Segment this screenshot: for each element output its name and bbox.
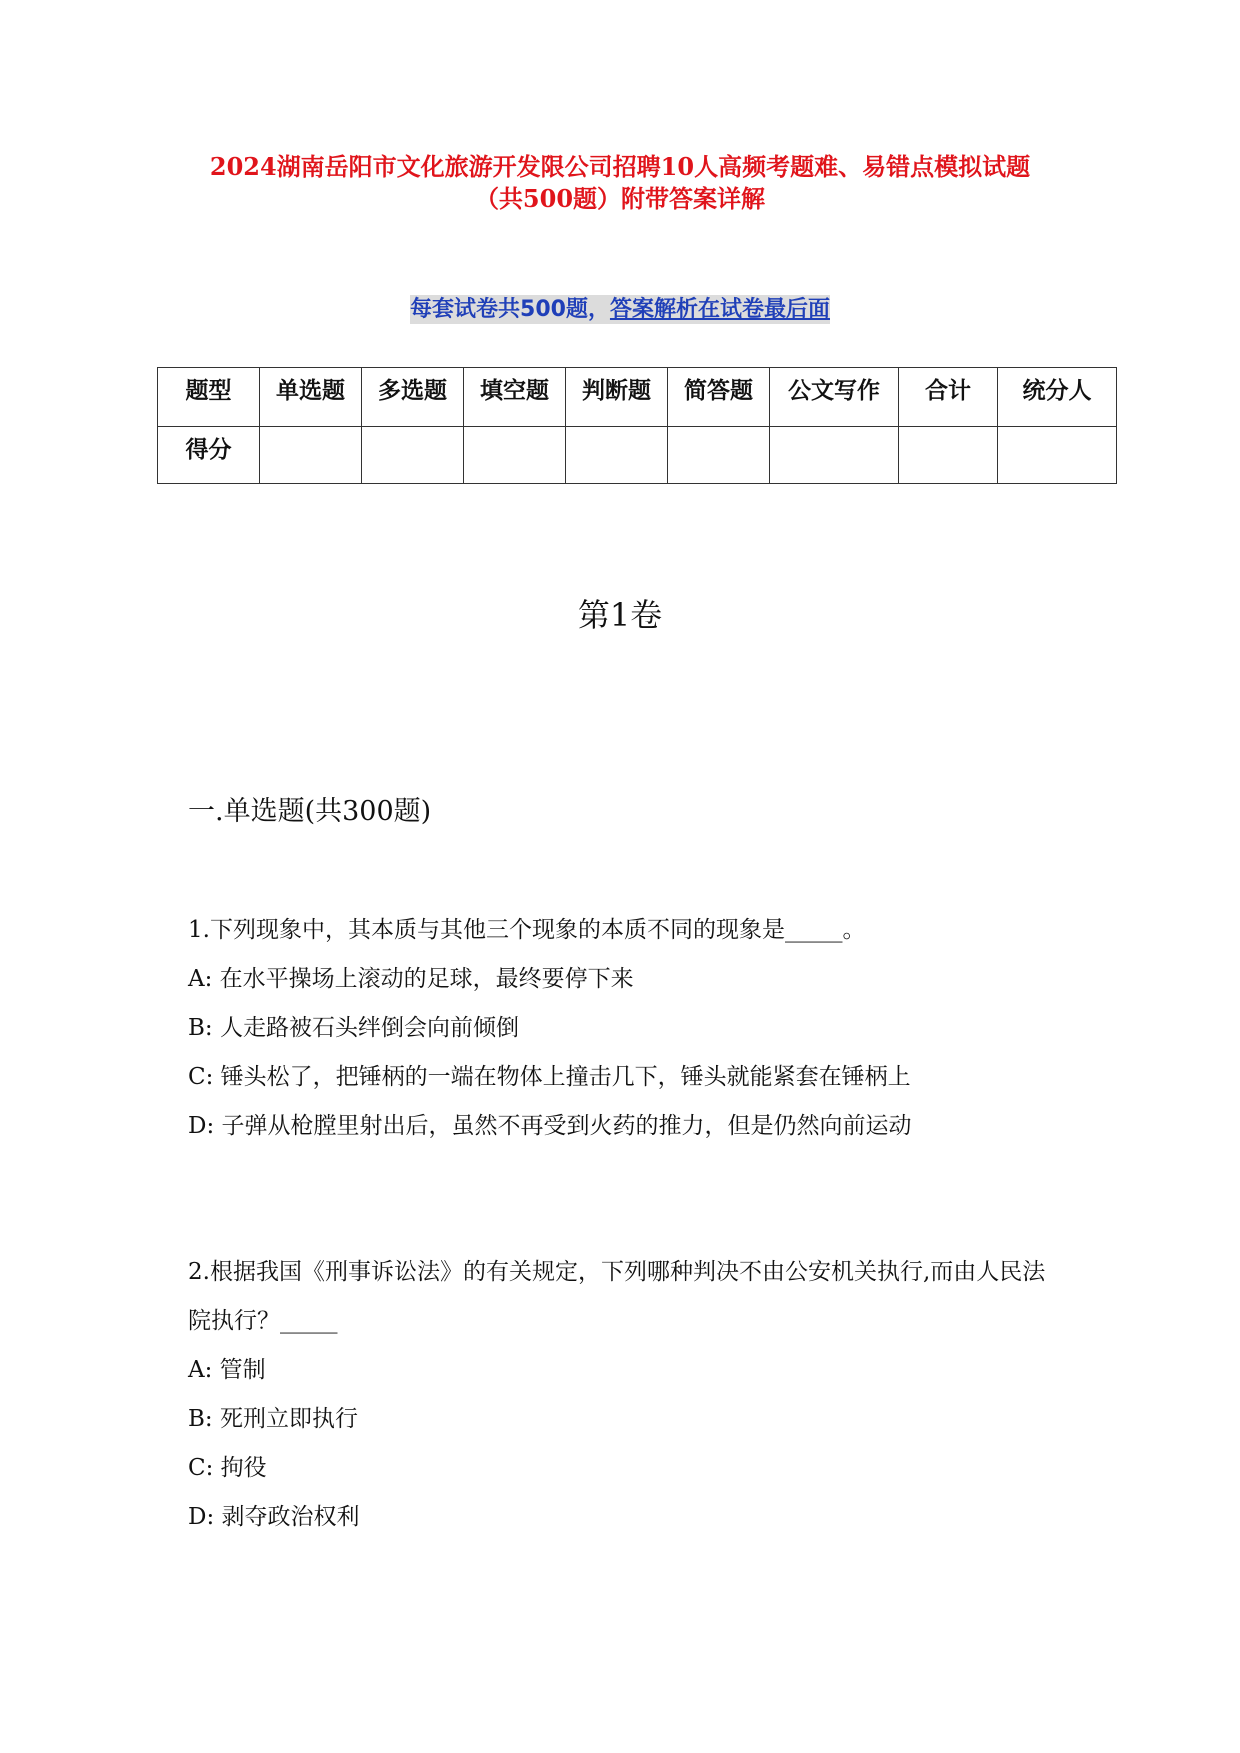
score-cell-true-false[interactable] (566, 427, 668, 484)
question-1 (188, 906, 1068, 1151)
option-a[interactable]: A: 管制 (188, 1357, 266, 1383)
score-cell-short-answer[interactable] (668, 427, 770, 484)
question-2 (188, 1248, 1068, 1542)
score-cell-fill-blank[interactable] (464, 427, 566, 484)
header-cell-fill-blank: 填空题 (464, 368, 566, 427)
header-cell-short-answer: 简答题 (668, 368, 770, 427)
header-cell-type: 题型 (158, 368, 260, 427)
score-table (157, 367, 1117, 484)
header-cell-true-false: 判断题 (566, 368, 668, 427)
header-cell-multiple-choice: 多选题 (362, 368, 464, 427)
score-row-label: 得分 (158, 427, 260, 484)
section-title: 一.单选题(共300题) (188, 796, 432, 827)
notice-text: 每套试卷共500题， (410, 297, 610, 322)
option-c[interactable]: C: 锤头松了，把锤柄的一端在物体上撞击几下，锤头就能紧套在锤柄上 (188, 1064, 911, 1090)
score-table-header-row (158, 368, 1117, 427)
header-cell-total: 合计 (899, 368, 998, 427)
option-d[interactable]: D: 子弹从枪膛里射出后，虽然不再受到火药的推力，但是仍然向前运动 (188, 1113, 912, 1139)
header-cell-official-writing: 公文写作 (770, 368, 899, 427)
option-b[interactable]: B: 死刑立即执行 (188, 1406, 358, 1432)
answer-location-link[interactable]: 答案解析在试卷最后面 (609, 297, 830, 322)
score-cell-total[interactable] (899, 427, 998, 484)
option-c[interactable]: C: 拘役 (188, 1455, 267, 1481)
question-stem: 2.根据我国《刑事诉讼法》的有关规定，下列哪种判决不由公安机关执行,而由人民法院执行？_____ (188, 1259, 1046, 1334)
document-title-line-2: （共500题）附带答案详解 (474, 184, 766, 213)
score-table-score-row (158, 427, 1117, 484)
document-title-line-1: 2024湖南岳阳市文化旅游开发限公司招聘10人高频考题难、易错点模拟试题 (209, 152, 1031, 181)
option-b[interactable]: B: 人走路被石头绊倒会向前倾倒 (188, 1015, 519, 1041)
header-cell-scorer: 统分人 (998, 368, 1117, 427)
option-a[interactable]: A: 在水平操场上滚动的足球，最终要停下来 (188, 966, 634, 992)
answer-notice (0, 292, 1240, 323)
question-stem: 1.下列现象中，其本质与其他三个现象的本质不同的现象是_____。 (188, 917, 866, 943)
score-cell-multiple-choice[interactable] (362, 427, 464, 484)
score-cell-single-choice[interactable] (260, 427, 362, 484)
option-d[interactable]: D: 剥夺政治权利 (188, 1504, 360, 1530)
header-cell-single-choice: 单选题 (260, 368, 362, 427)
volume-title: 第1卷 (577, 596, 663, 634)
score-cell-scorer[interactable] (998, 427, 1117, 484)
score-cell-official-writing[interactable] (770, 427, 899, 484)
